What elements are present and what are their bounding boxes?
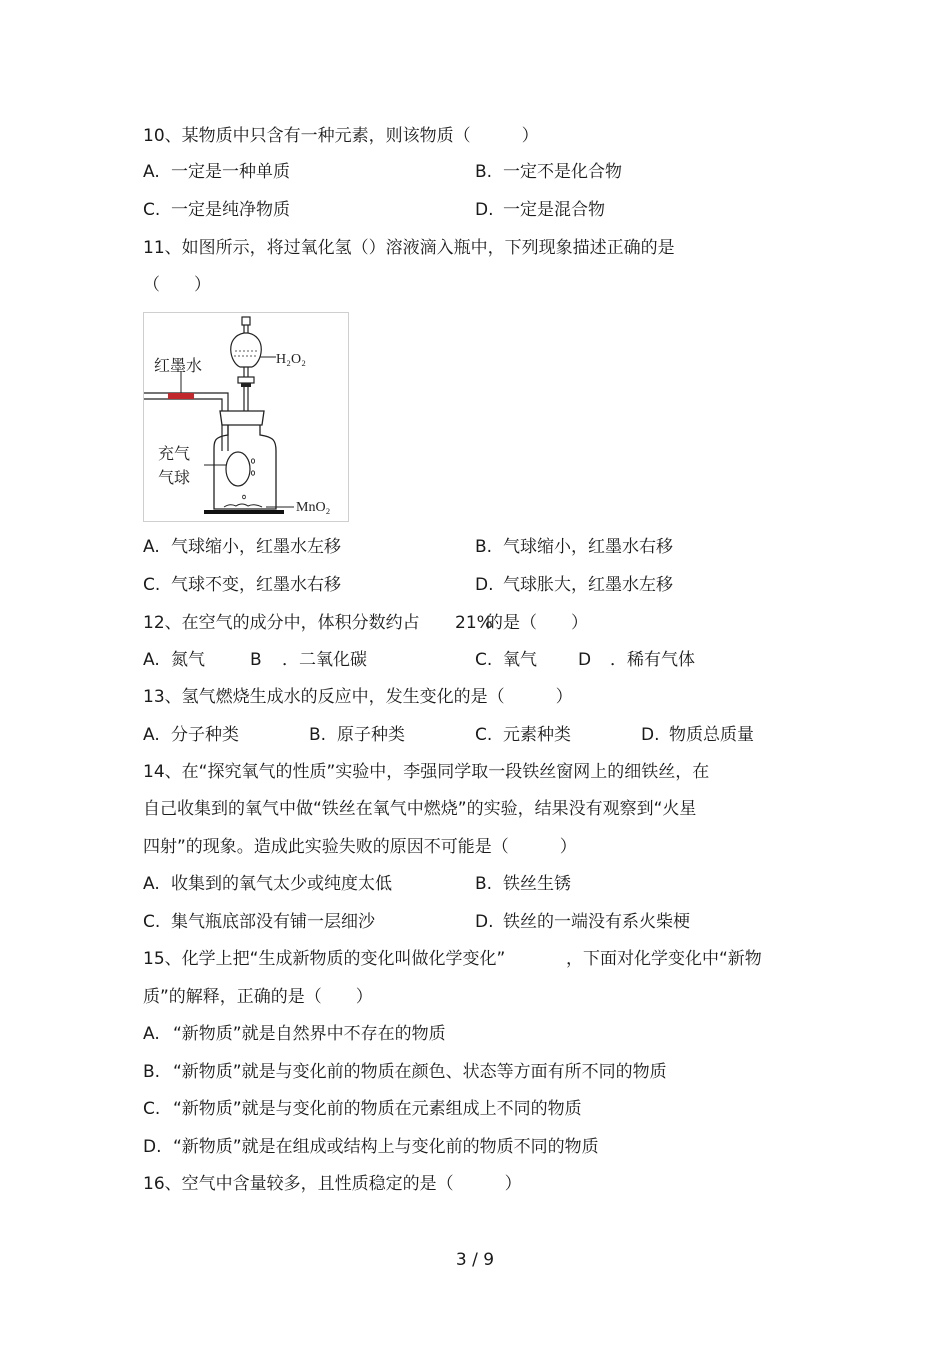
q15-option-c — [143, 1098, 582, 1120]
q12-stem-b: 21% — [455, 613, 493, 633]
q11-stem: 11、如图所示，将过氧化氢（）溶液滴入瓶中，下列现象描述正确的是 — [143, 238, 675, 258]
option-key: A. — [143, 162, 160, 182]
option-text: ．二氧化碳 — [282, 650, 367, 670]
q10-option-a — [143, 161, 290, 183]
q13-option-c — [475, 724, 571, 746]
q13-option-b — [309, 724, 405, 746]
option-key: B — [250, 650, 262, 670]
option-key: C. — [143, 1099, 161, 1119]
q15-option-d — [143, 1136, 599, 1158]
option-text: “新物质”就是与变化前的物质在元素组成上不同的物质 — [173, 1099, 582, 1119]
q15-option-a — [143, 1023, 446, 1045]
label-balloon-1: 充气 — [158, 444, 191, 463]
option-key: B. — [143, 1062, 161, 1082]
option-text: 氮气 — [171, 650, 205, 670]
option-key: D. — [475, 575, 494, 595]
q13-stem: 13、氢气燃烧生成水的反应中，发生变化的是（ ） — [143, 687, 573, 707]
option-key: C. — [143, 200, 161, 220]
q14-stem-line-2: 自己收集到的氧气中做“铁丝在氧气中燃烧”的实验，结果没有观察到“火星 — [143, 799, 697, 819]
option-text: 集气瓶底部没有铺一层细沙 — [171, 912, 375, 932]
option-key: D. — [475, 200, 494, 220]
option-key: C. — [475, 650, 493, 670]
q12-option-a — [143, 649, 205, 671]
red-ink-column — [168, 393, 194, 399]
option-text: “新物质”就是在组成或结构上与变化前的物质不同的物质 — [173, 1137, 599, 1157]
option-key: B. — [475, 162, 493, 182]
option-key: A. — [143, 537, 160, 557]
q12-option-c — [475, 649, 537, 671]
q10-option-c — [143, 199, 290, 221]
q13-option-d — [641, 724, 754, 746]
q14-option-b — [475, 873, 571, 895]
q15-option-b — [143, 1061, 667, 1083]
option-key: C. — [475, 725, 493, 745]
q13-option-a — [143, 724, 239, 746]
q14-stem-line-1: 14、在“探究氧气的性质”实验中，李强同学取一段铁丝窗网上的细铁丝，在 — [143, 762, 710, 782]
q12-option-d — [578, 649, 695, 671]
q10-stem: 10、某物质中只含有一种元素，则该物质（ ） — [143, 126, 539, 146]
page-number: 3 / 9 — [455, 1250, 495, 1270]
q15-stem-line-2: 质”的解释，正确的是（ ） — [143, 987, 373, 1007]
q11-option-a — [143, 536, 341, 558]
q12-stem-a: 12、在空气的成分中，体积分数约占 — [143, 613, 420, 633]
option-text: “新物质”就是与变化前的物质在颜色、状态等方面有所不同的物质 — [173, 1062, 667, 1082]
option-key: B. — [475, 537, 493, 557]
q11-option-c — [143, 574, 341, 596]
mno2-powder — [224, 504, 262, 507]
option-text: “新物质”就是自然界中不存在的物质 — [173, 1024, 446, 1044]
option-text: ．稀有气体 — [610, 650, 695, 670]
option-text: 一定不是化合物 — [503, 162, 622, 182]
option-text: 气球胀大，红墨水左移 — [503, 575, 673, 595]
q14-option-a — [143, 873, 392, 895]
option-key: A. — [143, 650, 160, 670]
label-h2o2: H₂O₂ — [276, 352, 306, 367]
option-text: 一定是混合物 — [503, 200, 605, 220]
q15-stem-line-1a: 15、化学上把“生成新物质的变化叫做化学变化” — [143, 949, 506, 969]
option-text: 一定是纯净物质 — [171, 200, 290, 220]
option-text: 铁丝生锈 — [503, 874, 571, 894]
q15-stem-line-1b: ，下面对化学变化中“新物 — [566, 949, 762, 969]
option-text: 气球不变，红墨水右移 — [171, 575, 341, 595]
option-key: A. — [143, 725, 160, 745]
option-text: 分子种类 — [171, 725, 239, 745]
option-text: 元素种类 — [503, 725, 571, 745]
q11-answer-paren: （ ） — [143, 275, 211, 295]
q11-option-d — [475, 574, 673, 596]
option-text: 原子种类 — [337, 725, 405, 745]
option-key: D. — [143, 1137, 162, 1157]
funnel-stopper — [242, 317, 250, 325]
option-key: B. — [309, 725, 327, 745]
q11-apparatus-figure — [143, 312, 349, 522]
q14-stem-line-3: 四射”的现象。造成此实验失败的原因不可能是（ ） — [143, 837, 577, 857]
option-text: 氧气 — [503, 650, 537, 670]
label-mno2: MnO₂ — [296, 500, 331, 515]
q10-option-d — [475, 199, 605, 221]
option-text: 气球缩小，红墨水左移 — [171, 537, 341, 557]
option-text: 一定是一种单质 — [171, 162, 290, 182]
option-key: C. — [143, 912, 161, 932]
option-key: D — [578, 650, 592, 670]
option-text: 收集到的氧气太少或纯度太低 — [171, 874, 392, 894]
stopcock — [238, 377, 254, 383]
option-key: B. — [475, 874, 493, 894]
q11-option-b — [475, 536, 673, 558]
option-key: D. — [641, 725, 660, 745]
q14-option-d — [475, 911, 690, 933]
balloon — [226, 452, 250, 486]
q12-stem-c: 的是（ ） — [486, 613, 588, 633]
q16-stem: 16、空气中含量较多，且性质稳定的是（ ） — [143, 1174, 522, 1194]
rubber-stopper — [220, 411, 264, 425]
base-plate — [204, 510, 284, 514]
option-key: A. — [143, 1024, 160, 1044]
q12-option-b — [250, 649, 367, 671]
option-key: D. — [475, 912, 494, 932]
option-text: 气球缩小，红墨水右移 — [503, 537, 673, 557]
q10-option-b — [475, 161, 622, 183]
label-balloon-2: 气球 — [158, 468, 191, 487]
label-red-ink: 红墨水 — [154, 356, 203, 375]
apparatus-diagram — [144, 313, 348, 521]
option-text: 铁丝的一端没有系火柴梗 — [503, 912, 690, 932]
q14-option-c — [143, 911, 375, 933]
funnel-bulb — [231, 333, 262, 367]
option-key: A. — [143, 874, 160, 894]
option-text: 物质总质量 — [669, 725, 754, 745]
option-key: C. — [143, 575, 161, 595]
